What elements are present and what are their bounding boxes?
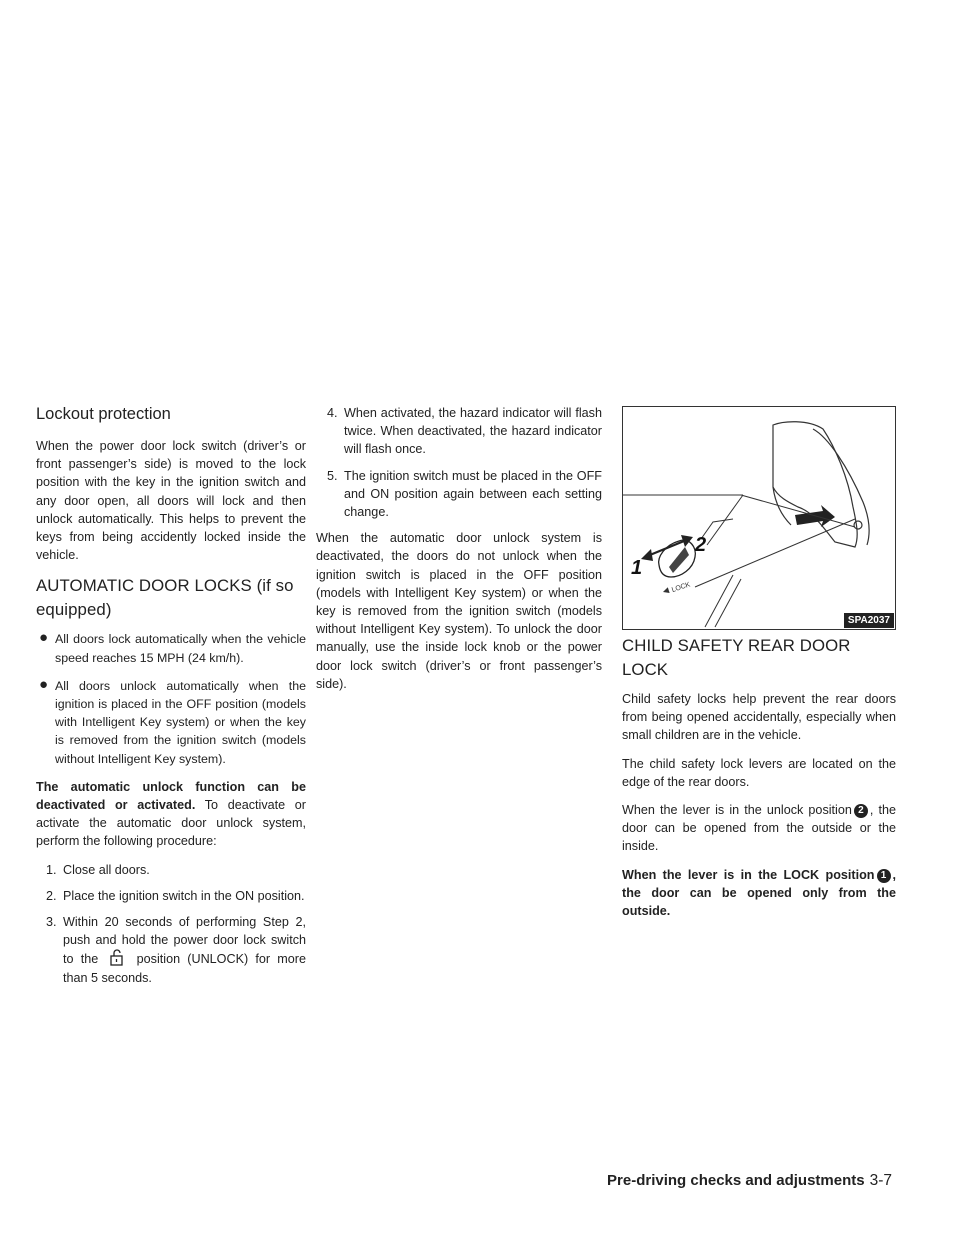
circled-number-2: 2	[854, 804, 868, 818]
child-lock-illustration	[623, 407, 895, 629]
lockout-protection-text: When the power door lock switch (driver’s or front passenger’s side) is moved to the lock position with the key in the ignition switch and any door open, all doors will lock and then unlock automatically. This helps to prevent the keys from being accidently locked inside the vehicle.	[36, 439, 306, 563]
step-text-b: position (UNLOCK) for more than 5 seconds.	[63, 952, 306, 985]
lockout-protection-heading: Lockout protection	[36, 405, 171, 423]
child-safety-heading: CHILD SAFETY REAR DOOR LOCK	[622, 636, 851, 679]
p3-text-b: , the door can be opened from the outside or the inside.	[622, 803, 896, 854]
step-number: 2.	[46, 888, 57, 903]
list-item	[36, 630, 306, 666]
p4-text-b: , the door can be opened only from the outside.	[622, 867, 896, 919]
page-number: 3-7	[869, 1172, 892, 1189]
circled-number-1: 1	[877, 869, 891, 883]
deactivated-paragraph: When the automatic door unlock system is deactivated, the doors do not unlock when the ignition switch is placed in the OFF position (models with Intelligent Key system) or when the key is removed from the ignition switch (models without Intelligent Key system). To unlock the door manually, use the inside lock knob or the power door lock switch (driver’s or front passenger’s side).	[316, 531, 602, 691]
lock-text: LOCK	[670, 581, 692, 594]
label-1: 1	[631, 557, 643, 579]
child-safety-p2: The child safety lock levers are located on the edge of the rear doors.	[622, 756, 896, 789]
child-safety-p4	[622, 866, 896, 921]
step-item	[46, 887, 306, 905]
unlock-icon	[105, 949, 129, 966]
step-item	[46, 861, 306, 879]
right-column	[622, 634, 896, 930]
left-column	[36, 404, 306, 995]
step-item	[327, 467, 602, 522]
unlock-function-paragraph	[36, 778, 306, 851]
figure-code: SPA2037	[844, 613, 894, 628]
unlock-function-text: To deactivate or activate the automatic door unlock system, perform the following procedure:	[36, 798, 306, 849]
step-number: 3.	[46, 915, 57, 930]
list-item	[36, 677, 306, 768]
bullet-text: All doors lock automatically when the vehicle speed reaches 15 MPH (24 km/h).	[55, 632, 306, 665]
step-number: 1.	[46, 862, 57, 877]
unlock-function-bold: The automatic unlock function can be deactivated or activated.	[36, 779, 306, 813]
step-item	[46, 913, 306, 987]
step-text-a: Within 20 seconds of performing Step 2, push and hold the power door lock switch to the	[63, 915, 306, 967]
section-title: Pre-driving checks and adjustments	[607, 1172, 865, 1189]
p4-text-a: When the lever is in the LOCK position	[622, 867, 875, 882]
step-text: The ignition switch must be placed in the OFF and ON position again between each setting change.	[344, 468, 602, 520]
bullet-icon: ●	[39, 629, 49, 647]
step-item	[327, 404, 602, 459]
step-number: 5.	[327, 468, 338, 483]
p3-text-a: When the lever is in the unlock position	[622, 803, 852, 818]
step-text: Close all doors.	[63, 862, 150, 877]
bullet-text: All doors unlock automatically when the ignition is placed in the OFF position (models with Intelligent Key system) or when the key is removed from the ignition switch (models without Intelligent Key system).	[55, 678, 306, 766]
bullet-icon: ●	[39, 675, 49, 693]
step-number: 4.	[327, 406, 338, 420]
child-safety-p1: Child safety locks help prevent the rear doors from being opened accidentally, especially when small children are in the vehicle.	[622, 692, 896, 743]
step-text: Place the ignition switch in the ON position.	[63, 888, 305, 903]
page-footer	[607, 1172, 892, 1190]
automatic-door-locks-heading: AUTOMATIC DOOR LOCKS (if so equipped)	[36, 576, 294, 620]
step-text: When activated, the hazard indicator will flash twice. When deactivated, the hazard indicator will flash once.	[344, 406, 602, 457]
child-safety-p3	[622, 801, 896, 856]
middle-column	[316, 404, 602, 703]
label-2: 2	[695, 534, 707, 556]
child-lock-figure	[622, 406, 896, 630]
